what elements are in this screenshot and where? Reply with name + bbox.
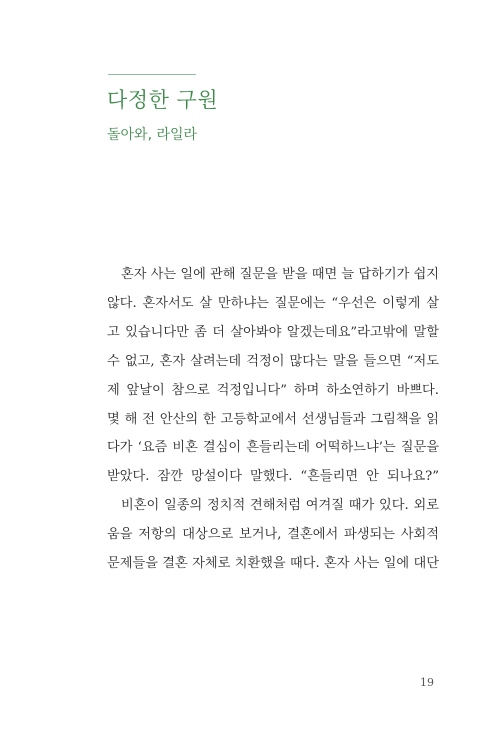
title-divider-rule bbox=[108, 74, 196, 75]
text-line: 움을 저항의 대상으로 보거나, 결혼에서 파생되는 사회적 bbox=[107, 527, 439, 543]
text-line: 다가 ‘요즘 비혼 결심이 흔들리는데 어떡하느냐’는 질문을 bbox=[107, 440, 439, 456]
text-line: 제 앞날이 참으로 걱정입니다” 하며 하소연하기 바쁘다. bbox=[107, 382, 439, 398]
chapter-subtitle: 돌아와, 라일라 bbox=[107, 127, 198, 143]
text-line: 혼자 사는 일에 관해 질문을 받을 때면 늘 답하기가 쉽지 bbox=[121, 267, 439, 282]
text-line: 받았다. 잠깐 망설이다 말했다. “흔들리면 안 되나요?” bbox=[107, 469, 439, 485]
text-line: 문제들을 결혼 자체로 치환했을 때다. 혼자 사는 일에 대단 bbox=[107, 556, 439, 572]
text-line: 비혼이 일종의 정치적 견해처럼 여겨질 때가 있다. 외로 bbox=[121, 498, 439, 514]
body-text bbox=[107, 261, 439, 579]
text-line: 않다. 혼자서도 살 만하냐는 질문에는 “우선은 이렇게 살 bbox=[107, 295, 439, 311]
text-line: 수 없고, 혼자 살려는데 걱정이 많다는 말을 들으면 “저도 bbox=[107, 353, 439, 369]
chapter-title: 다정한 구원 bbox=[107, 88, 219, 112]
text-line: 고 있습니다만 좀 더 살아봐야 알겠는데요”라고밖에 말할 bbox=[107, 324, 439, 340]
page-number: 19 bbox=[420, 676, 434, 689]
text-line: 몇 해 전 안산의 한 고등학교에서 선생님들과 그림책을 읽 bbox=[107, 411, 439, 427]
